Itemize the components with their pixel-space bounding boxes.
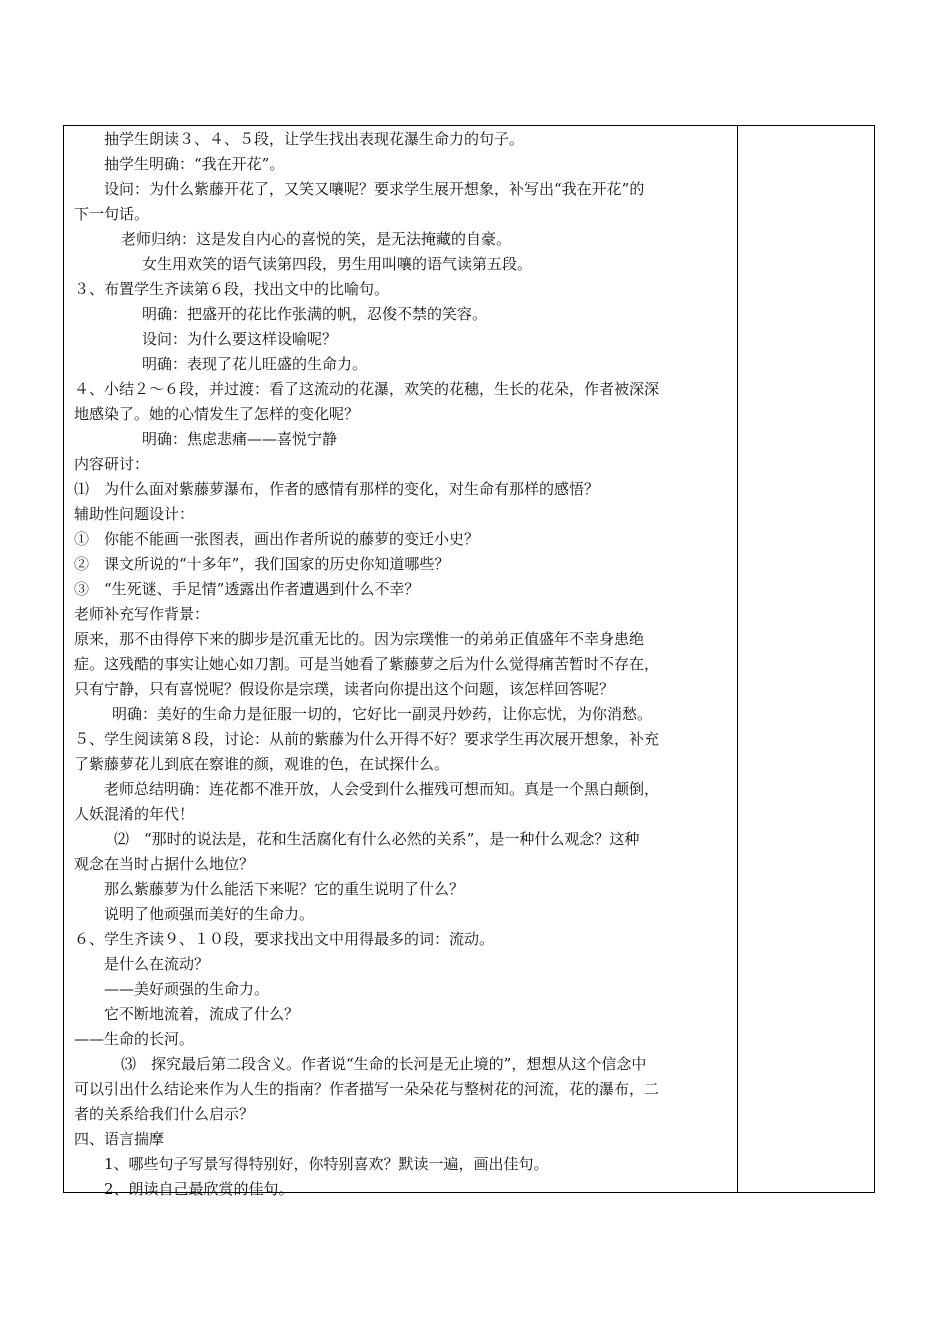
text-line: 设问：为什么要这样设喻呢？: [142, 330, 338, 348]
text-line: ４、小结２～６段，并过渡：看了这流动的花瀑，欢笑的花穗，生长的花朵，作者被深深: [74, 380, 660, 398]
text-line: 老师总结明确：连花都不准开放，人会受到什么摧残可想而知。真是一个黑白颠倒，: [104, 780, 660, 798]
text-line: 抽学生明确：“我在开花”。: [104, 155, 285, 173]
text-line: 说明了他顽强而美好的生命力。: [104, 905, 315, 923]
text-line: 只有宁静，只有喜悦呢？假设你是宗璞，读者向你提出这个问题，该怎样回答呢？: [74, 680, 615, 698]
lesson-plan-table: [63, 125, 875, 1198]
text-line: 原来，那不由得停下来的脚步是沉重无比的。因为宗璞惟一的弟弟正值盛年不幸身患绝: [74, 630, 645, 648]
text-line: ６、学生齐读９、１０段，要求找出文中用得最多的词：流动。: [74, 930, 495, 948]
text-line: 可以引出什么结论来作为人生的指南？作者描写一朵朵花与整树花的河流，花的瀑布，二: [74, 1080, 660, 1098]
text-line: ３、布置学生齐读第６段，找出文中的比喻句。: [74, 280, 390, 298]
text-line: 明确：表现了花儿旺盛的生命力。: [142, 355, 368, 373]
text-line: ⑴ 为什么面对紫藤萝瀑布，作者的感情有那样的变化，对生命有那样的感悟？: [74, 480, 600, 498]
text-line: 设问：为什么紫藤开花了，又笑又嚷呢？要求学生展开想象，补写出“我在开花”的: [104, 180, 645, 198]
text-line: ③ “生死谜、手足情”透露出作者遭遇到什么不幸？: [74, 580, 420, 598]
text-line: 老师补充写作背景：: [74, 605, 210, 623]
text-line: 地感染了。她的心情发生了怎样的变化呢？: [74, 405, 360, 423]
text-line: ⑶ 探究最后第二段含义。作者说“生命的长河是无止境的”，想想从这个信念中: [121, 1055, 647, 1073]
text-line: 人妖混淆的年代！: [74, 805, 195, 823]
text-line: 女生用欢笑的语气读第四段，男生用叫嚷的语气读第五段。: [142, 255, 533, 273]
text-line: 它不断地流着，流成了什么？: [104, 1005, 300, 1023]
text-line: ——生命的长河。: [74, 1030, 195, 1048]
text-line: 者的关系给我们什么启示？: [74, 1105, 255, 1123]
text-line: 2、朗读自己最欣赏的佳句。: [104, 1180, 294, 1198]
text-line: 症。这残酷的事实让她心如刀割。可是当她看了紫藤萝之后为什么觉得痛苦暂时不存在，: [74, 655, 660, 673]
text-line: 1、哪些句子写景写得特别好，你特别喜欢？默读一遍，画出佳句。: [104, 1155, 549, 1173]
text-line: ⑵ “那时的说法是，花和生活腐化有什么必然的关系”，是一种什么观念？这种: [114, 830, 640, 848]
text-line: ５、学生阅读第８段，讨论：从前的紫藤为什么开得不好？要求学生再次展开想象，补充: [74, 730, 660, 748]
text-line: 下一句话。: [74, 205, 150, 223]
text-line: ① 你能不能画一张图表，画出作者所说的藤萝的变迁小史？: [74, 530, 480, 548]
text-line: 四、语言揣摩: [74, 1130, 165, 1148]
text-line: 观念在当时占据什么地位？: [74, 855, 255, 873]
text-line: ——美好顽强的生命力。: [104, 980, 270, 998]
text-line: 老师归纳：这是发自内心的喜悦的笑，是无法掩藏的自豪。: [121, 230, 512, 248]
lesson-content-cell: [74, 127, 736, 1202]
notes-cell: [738, 126, 874, 1192]
text-line: 明确：焦虑悲痛——喜悦宁静: [142, 430, 338, 448]
text-line: 辅助性问题设计：: [74, 505, 195, 523]
text-line: 内容研讨：: [74, 455, 150, 473]
text-line: 了紫藤萝花儿到底在察谁的颜，观谁的色，在试探什么。: [74, 755, 450, 773]
text-line: 是什么在流动？: [104, 955, 210, 973]
text-line: 明确：美好的生命力是征服一切的，它好比一副灵丹妙药，让你忘忧，为你消愁。: [112, 705, 653, 723]
text-line: 那么紫藤萝为什么能活下来呢？它的重生说明了什么？: [104, 880, 465, 898]
text-line: ② 课文所说的“十多年”，我们国家的历史你知道哪些？: [74, 555, 450, 573]
text-line: 明确：把盛开的花比作张满的帆，忍俊不禁的笑容。: [142, 305, 488, 323]
text-line: 抽学生朗读３、４、５段，让学生找出表现花瀑生命力的句子。: [104, 130, 525, 148]
